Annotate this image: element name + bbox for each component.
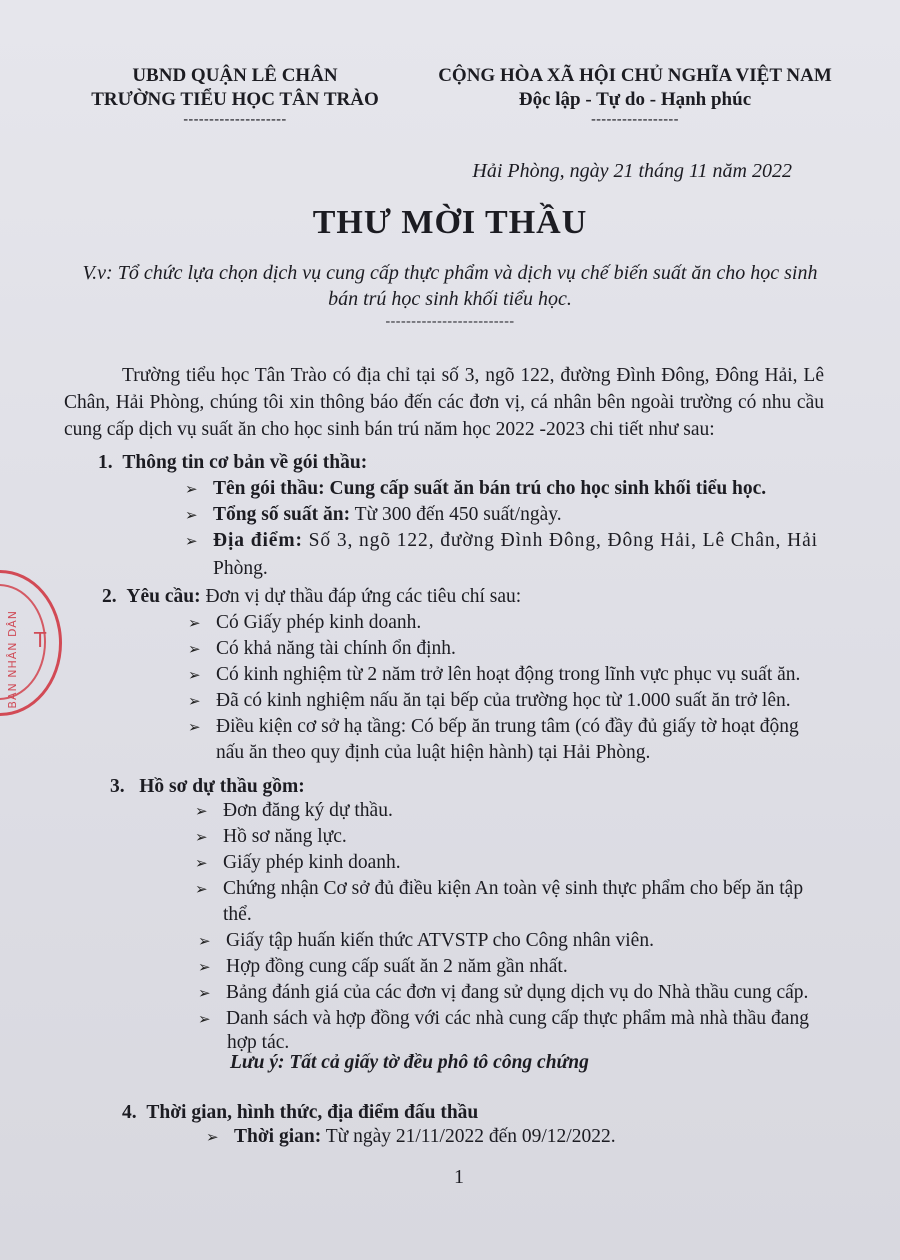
section-2-item: ➢ Điều kiện cơ sở hạ tầng: Có bếp ăn trung tâm (có đầy đủ giấy tờ hoạt động <box>188 714 799 740</box>
section-3-item: ➢ Chứng nhận Cơ sở đủ điều kiện An toàn vệ sinh thực phẩm cho bếp ăn tập <box>195 876 803 902</box>
subject-divider: ------------------------- <box>385 314 515 329</box>
section-2-item-continuation: nấu ăn theo quy định của luật hiện hành) tại Hải Phòng. <box>216 742 651 763</box>
section-3-item-continuation: thể. <box>223 904 252 925</box>
section-1-item-continuation: Phòng. <box>213 558 268 579</box>
section-3-item-continuation: hợp tác. <box>227 1032 290 1053</box>
national-title: CỘNG HÒA XÃ HỘI CHỦ NGHĨA VIỆT NAM <box>438 65 832 86</box>
section-3-item: ➢ Hồ sơ năng lực. <box>195 824 347 850</box>
section-2-item: ➢ Đã có kinh nghiệm nấu ăn tại bếp của trường học từ 1.000 suất ăn trở lên. <box>188 688 791 714</box>
section-2-item: ➢ Có khả năng tài chính ổn định. <box>188 636 456 662</box>
arrow-bullet-icon: ➢ <box>185 506 198 524</box>
arrow-bullet-icon: ➢ <box>198 984 211 1002</box>
section-2-item: ➢ Có Giấy phép kinh doanh. <box>188 610 421 636</box>
stamp-letter: T <box>34 628 47 652</box>
document-title: THƯ MỜI THẦU <box>312 204 588 241</box>
section-3-item: ➢ Đơn đăng ký dự thầu. <box>195 798 393 824</box>
document-date: Hải Phòng, ngày 21 tháng 11 năm 2022 <box>472 160 792 182</box>
subject-line-2: bán trú học sinh khối tiểu học. <box>328 288 572 310</box>
page-number: 1 <box>454 1166 464 1188</box>
arrow-bullet-icon: ➢ <box>198 1010 211 1028</box>
arrow-bullet-icon: ➢ <box>188 640 201 658</box>
section-3-item: ➢ Hợp đồng cung cấp suất ăn 2 năm gần nhất. <box>198 954 568 980</box>
arrow-bullet-icon: ➢ <box>206 1128 219 1146</box>
arrow-bullet-icon: ➢ <box>195 802 208 820</box>
school-name: TRƯỜNG TIỂU HỌC TÂN TRÀO <box>91 89 379 110</box>
document-subject <box>80 260 820 332</box>
arrow-bullet-icon: ➢ <box>195 828 208 846</box>
section-4-item: ➢ Thời gian: Từ ngày 21/11/2022 đến 09/12/2022. <box>206 1124 616 1150</box>
section-3-heading: 3. Hồ sơ dự thầu gồm: <box>110 776 305 797</box>
section-3-item: ➢ Giấy phép kinh doanh. <box>195 850 401 876</box>
section-3-item: ➢ Giấy tập huấn kiến thức ATVSTP cho Công nhân viên. <box>198 928 654 954</box>
section-1-heading: 1. Thông tin cơ bản về gói thầu: <box>98 452 368 473</box>
arrow-bullet-icon: ➢ <box>185 480 198 498</box>
arrow-bullet-icon: ➢ <box>188 666 201 684</box>
section-1-item: ➢ Tên gói thầu: Cung cấp suất ăn bán trú cho học sinh khối tiểu học. <box>185 476 766 502</box>
section-1-item: ➢ Địa điểm: Số 3, ngõ 122, đường Đình Đông, Đông Hải, Lê Chân, Hải <box>185 528 818 554</box>
intro-text: Trường tiểu học Tân Trào có địa chỉ tại số 3, ngõ 122, đường Đình Đông, Đông Hải, Lê Chân, Hải Phòng, chúng tôi xin thông báo đến các đơn vị, cá nhân bên ngoài trường có nhu cầu cung cấp dịch vụ suất ăn cho học sinh bán trú năm học 2022 -2023 chi tiết như sau: <box>64 365 824 440</box>
stamp-text: BAN NHÂN DÂN <box>6 610 19 709</box>
section-3-item: ➢ Danh sách và hợp đồng với các nhà cung cấp thực phẩm mà nhà thầu đang <box>198 1006 809 1032</box>
arrow-bullet-icon: ➢ <box>195 880 208 898</box>
national-motto: Độc lập - Tự do - Hạnh phúc <box>518 89 752 110</box>
section-4-heading: 4. Thời gian, hình thức, địa điểm đấu thầu <box>122 1102 479 1123</box>
arrow-bullet-icon: ➢ <box>188 692 201 710</box>
district-name: UBND QUẬN LÊ CHÂN <box>132 65 338 86</box>
arrow-bullet-icon: ➢ <box>188 718 201 736</box>
header-right-divider: ----------------- <box>591 112 679 127</box>
arrow-bullet-icon: ➢ <box>188 614 201 632</box>
arrow-bullet-icon: ➢ <box>195 854 208 872</box>
header-right <box>430 64 840 128</box>
section-1-item: ➢ Tổng số suất ăn: Từ 300 đến 450 suất/ngày. <box>185 502 562 528</box>
note-text: Lưu ý: Tất cả giấy tờ đều phô tô công chứng <box>230 1052 589 1073</box>
arrow-bullet-icon: ➢ <box>185 532 199 550</box>
section-3-item: ➢ Bảng đánh giá của các đơn vị đang sử dụng dịch vụ do Nhà thầu cung cấp. <box>198 980 808 1006</box>
section-2-heading: 2. Yêu cầu: Đơn vị dự thầu đáp ứng các tiêu chí sau: <box>102 586 522 607</box>
section-2-item: ➢ Có kinh nghiệm từ 2 năm trở lên hoạt động trong lĩnh vực phục vụ suất ăn. <box>188 662 800 688</box>
intro-paragraph <box>64 362 824 443</box>
arrow-bullet-icon: ➢ <box>198 932 211 950</box>
header-left-divider: -------------------- <box>183 112 287 127</box>
arrow-bullet-icon: ➢ <box>198 958 211 976</box>
subject-line-1: V.v: Tổ chức lựa chọn dịch vụ cung cấp thực phẩm và dịch vụ chế biến suất ăn cho học sinh <box>82 262 818 284</box>
header-left <box>70 64 400 128</box>
